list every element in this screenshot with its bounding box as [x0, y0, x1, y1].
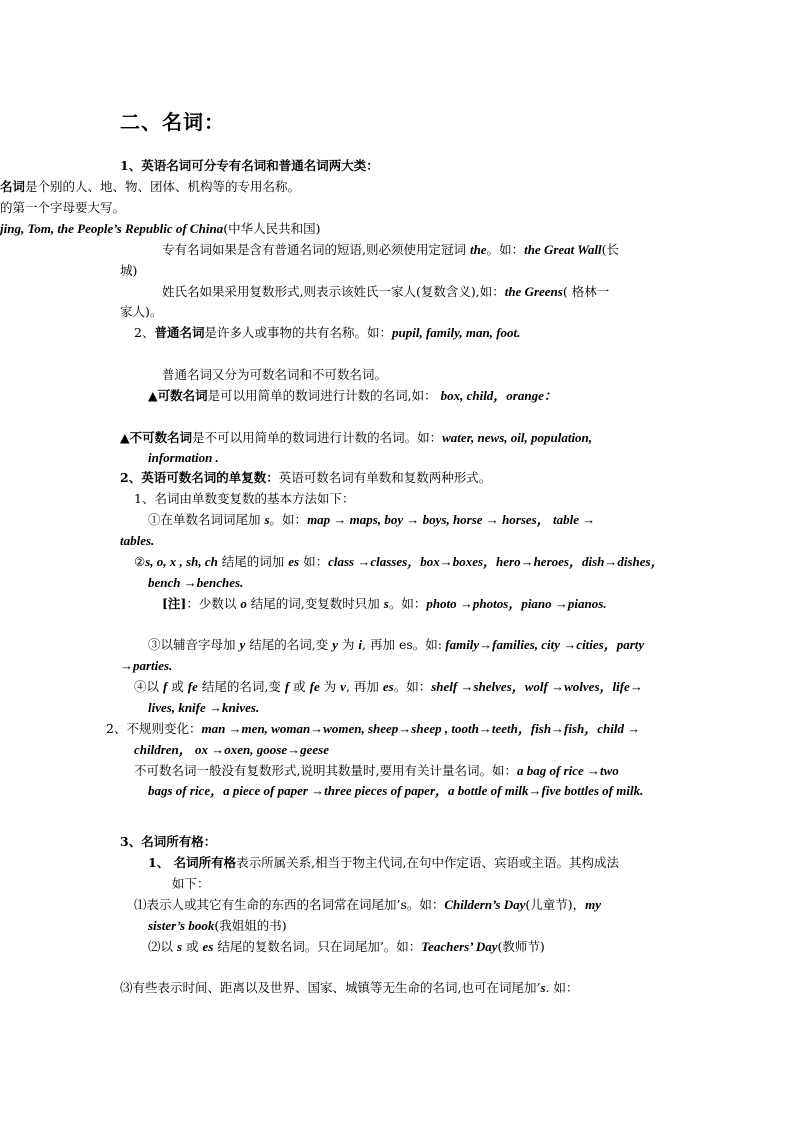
- text-segment: v: [340, 679, 346, 694]
- text-line-l1: [120, 158, 379, 174]
- text-segment: 是可以用简单的数词进行计数的名词,如：: [207, 388, 441, 403]
- text-line-l6: [120, 263, 137, 279]
- text-segment: ⑵以: [148, 939, 177, 954]
- text-segment: 表示所属关系,相当于物主代词,在句中作定语、宾语或主语。其构成法: [236, 855, 620, 870]
- text-segment: 1、名词由单数变复数的基本方法如下：: [134, 491, 355, 506]
- text-line-l23: [134, 679, 643, 695]
- text-line-l33: [148, 918, 287, 934]
- text-segment: 结尾的词,变复数时只加: [246, 596, 384, 611]
- text-segment: 名词所有格: [173, 855, 237, 870]
- text-segment: tables.: [120, 533, 155, 548]
- text-line-l17: [120, 533, 154, 549]
- text-segment: ( 格林一: [562, 284, 610, 299]
- text-segment: 普通名词又分为可数名词和不可数名词。: [162, 367, 388, 382]
- text-segment: the: [469, 242, 487, 257]
- text-segment: 2、: [134, 325, 155, 340]
- text-segment: bench →benches.: [148, 575, 244, 590]
- text-segment: 如下：: [172, 876, 210, 891]
- text-segment: 城): [120, 263, 138, 278]
- text-segment: y: [332, 637, 338, 652]
- text-segment: 2、不规则变化：: [106, 721, 202, 736]
- text-segment: 是个别的人、地、物、团体、机构等的专用名称。: [25, 179, 301, 194]
- text-segment: 结尾的名词,变: [245, 637, 333, 652]
- text-segment: es: [288, 554, 300, 569]
- text-segment: 或: [167, 679, 188, 694]
- text-segment: children， ox →oxen, goose→geese: [134, 742, 329, 757]
- text-line-l25: [106, 721, 640, 737]
- text-line-l12: [120, 430, 592, 446]
- text-segment: ③以辅音字母加: [148, 637, 240, 652]
- text-segment: 不可数名词一般没有复数形式,说明其数量时,要用有关计量名词。如：: [134, 763, 517, 778]
- text-segment: family→families, city →cities，party: [442, 637, 645, 652]
- text-segment: sister’s book: [148, 918, 215, 933]
- text-segment: 1、英语名词可分专有名词和普通名词两大类：: [120, 158, 379, 173]
- text-segment: y: [239, 637, 246, 652]
- text-line-l29: [120, 834, 216, 850]
- text-segment: 。如：: [393, 679, 432, 694]
- text-line-l3: [0, 200, 125, 216]
- text-segment: s: [540, 980, 546, 995]
- text-segment: . 如：: [545, 980, 579, 995]
- text-segment: the Great Wall: [524, 242, 602, 257]
- text-segment: 。如：: [269, 512, 308, 527]
- text-segment: s, o, x , sh, ch: [145, 554, 218, 569]
- text-segment: 家人)。: [120, 304, 163, 319]
- text-line-l22: [120, 658, 172, 674]
- text-segment: s: [176, 939, 183, 954]
- text-segment: 3、名词所有格：: [120, 834, 217, 849]
- text-line-l9: [134, 325, 520, 341]
- page-title: 二、名词：: [120, 110, 225, 134]
- text-segment: o: [240, 596, 247, 611]
- text-segment: , 再加: [345, 679, 383, 694]
- text-segment: Teachers’ Day: [421, 939, 498, 954]
- text-line-l10: [162, 367, 387, 383]
- text-segment: 为: [319, 679, 341, 694]
- text-segment: fe: [309, 679, 320, 694]
- text-line-l21: [148, 637, 644, 653]
- text-line-l24: [148, 700, 259, 716]
- text-segment: 如：: [299, 554, 329, 569]
- text-line-l34: [148, 939, 545, 955]
- text-segment: 或: [182, 939, 203, 954]
- text-line-l35: [120, 980, 578, 996]
- text-segment: ④以: [134, 679, 163, 694]
- text-segment: 普通名词: [154, 325, 205, 340]
- text-segment: 英语可数名词有单数和复数两种形式。: [278, 470, 492, 485]
- text-segment: bags of rice，a piece of paper →three pieces of paper，a bottle of milk→five bottles of milk.: [148, 783, 644, 798]
- text-segment: i: [358, 637, 363, 652]
- text-line-l31: [172, 876, 210, 892]
- text-segment: 是许多人或事物的共有名称。如：: [204, 325, 392, 340]
- text-line-l8: [120, 304, 162, 320]
- text-segment: photo →photos，piano →pianos.: [426, 596, 607, 611]
- text-segment: f: [284, 679, 290, 694]
- text-line-l26: [134, 742, 329, 758]
- text-line-l19: [148, 575, 243, 591]
- text-segment: 专有名词如果是含有普通名词的短语,则必须使用定冠词: [162, 242, 470, 257]
- text-line-l13: [148, 450, 219, 466]
- text-segment: (儿童节)，: [525, 897, 586, 912]
- text-segment: 姓氏名如果采用复数形式,则表示该姓氏一家人(复数含义),如：: [162, 284, 505, 299]
- text-line-l20: [162, 596, 607, 612]
- text-segment: Childern’s Day: [444, 897, 526, 912]
- text-segment: water, news, oil, population,: [442, 430, 593, 445]
- text-line-l15: [134, 491, 354, 507]
- text-segment: 为: [337, 637, 359, 652]
- text-segment: 1、: [148, 855, 174, 870]
- text-segment: [注]: [162, 596, 187, 611]
- text-segment: ⑴表示人或其它有生命的东西的名词常在词尾加’s。如：: [134, 897, 445, 912]
- text-segment: (长: [601, 242, 620, 257]
- text-segment: 名词: [0, 179, 26, 194]
- text-segment: lives, knife →knives.: [148, 700, 260, 715]
- text-segment: a bag of rice →two: [516, 763, 619, 778]
- text-segment: ⑶有些表示时间、距离以及世界、国家、城镇等无生命的名词,也可在词尾加’: [120, 980, 541, 995]
- text-segment: (中华人民共和国): [223, 221, 321, 236]
- text-segment: class →classes，box→boxes，hero→heroes，dish→dishes，: [328, 554, 664, 569]
- text-segment: 结尾的复数名词。只在词尾加’。如：: [213, 939, 422, 954]
- text-segment: ▲可数名词: [148, 388, 208, 403]
- text-segment: 结尾的名词,变: [197, 679, 285, 694]
- text-segment: fe: [187, 679, 198, 694]
- text-segment: man →men, woman→women, sheep→sheep , tooth→teeth，fish→fish，child →: [201, 721, 641, 736]
- text-line-l5: [162, 242, 619, 258]
- text-segment: , 再加 es。如:: [362, 637, 442, 652]
- text-segment: f: [162, 679, 168, 694]
- text-segment: information .: [148, 450, 219, 465]
- text-segment: 结尾的词加: [217, 554, 289, 569]
- text-segment: ①在单数名词词尾加: [148, 512, 265, 527]
- text-segment: ：少数以: [186, 596, 241, 611]
- text-line-l27: [134, 763, 619, 779]
- text-segment: shelf →shelves，wolf →wolves，life→: [431, 679, 643, 694]
- text-segment: pupil, family, man, foot.: [391, 325, 521, 340]
- text-line-l11: [148, 388, 557, 404]
- text-segment: →parties.: [120, 658, 173, 673]
- text-segment: es: [202, 939, 214, 954]
- text-segment: 是不可以用简单的数词进行计数的名词。如：: [192, 430, 443, 445]
- text-segment: s: [383, 596, 389, 611]
- text-segment: 。如：: [388, 596, 427, 611]
- text-line-l16: [148, 512, 595, 528]
- text-segment: 或: [289, 679, 310, 694]
- text-segment: box, child，orange：: [440, 388, 557, 403]
- text-segment: 的第一个字母要大写。: [0, 200, 126, 215]
- text-segment: the Greens: [504, 284, 563, 299]
- text-segment: s: [264, 512, 270, 527]
- text-segment: (我姐姐的书): [214, 918, 287, 933]
- text-line-l2: [0, 179, 300, 195]
- text-line-l7: [162, 284, 609, 300]
- text-segment: map → maps, boy → boys, horse → horses， table →: [307, 512, 596, 527]
- text-line-l28: [148, 783, 643, 799]
- text-segment: ▲不可数名词: [120, 430, 193, 445]
- text-line-l32: [134, 897, 601, 913]
- text-line-l4: [0, 221, 320, 237]
- text-segment: jing, Tom, the People’s Republic of China: [0, 221, 224, 236]
- text-segment: es: [382, 679, 394, 694]
- text-line-l18: [134, 554, 664, 570]
- text-line-l30: [148, 855, 619, 871]
- text-segment: 2、英语可数名词的单复数：: [120, 470, 279, 485]
- text-segment: (教师节): [497, 939, 545, 954]
- text-line-l14: [120, 470, 491, 486]
- text-segment: ②: [134, 554, 146, 569]
- text-segment: my: [585, 897, 602, 912]
- text-segment: 。如：: [486, 242, 525, 257]
